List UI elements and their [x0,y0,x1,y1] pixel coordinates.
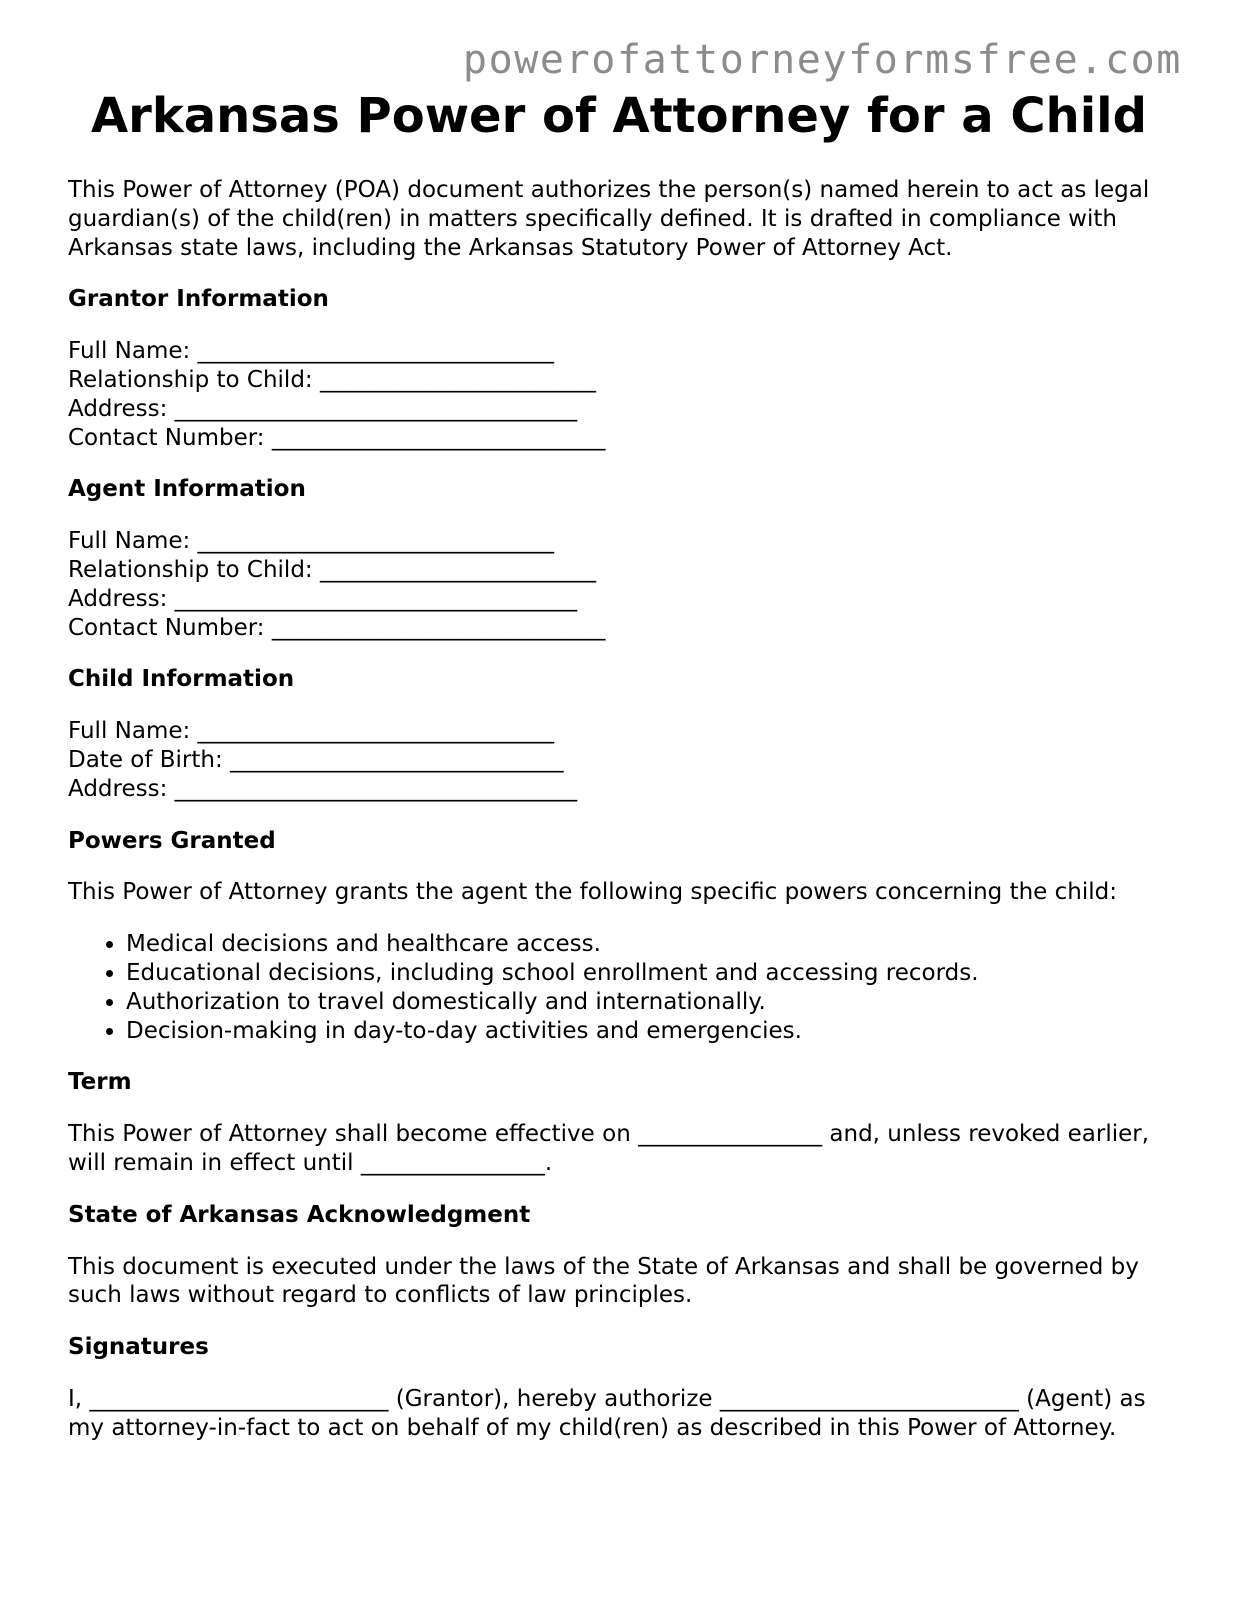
child-dob-field[interactable]: Date of Birth: _____________________________ [68,746,564,773]
watermark: powerofattorneyformsfree.com [462,37,1182,83]
signatures-paragraph: I, __________________________ (Grantor), hereby authorize __________________________ (Agent) as my attorney-in-fact to act on behalf of my child(ren) as described in this Power of Attorney. [68,1385,1146,1441]
grantor-contact-field[interactable]: Contact Number: _____________________________ [68,424,606,451]
grantor-fields [68,337,1178,452]
agent-full-name-field[interactable]: Full Name: _______________________________ [68,528,555,555]
powers-intro: This Power of Attorney grants the agent the following specific powers concerning the child: [68,879,1117,906]
grantor-full-name-field[interactable]: Full Name: _______________________________ [68,338,555,365]
list-item: • Decision-making in day-to-day activities and emergencies. [126,1017,1178,1046]
grantor-address-field[interactable]: Address: ___________________________________ [68,395,578,422]
child-fields [68,717,1178,803]
acknowledgment-heading: State of Arkansas Acknowledgment [68,1201,531,1228]
term-paragraph: This Power of Attorney shall become effective on ________________ and, unless revoked earlier, will remain in effect until ________________. [68,1121,1150,1176]
powers-heading: Powers Granted [68,827,276,854]
agent-heading: Agent Information [68,476,306,503]
grantor-heading: Grantor Information [68,286,329,313]
document-body [68,176,1178,1466]
signatures-heading: Signatures [68,1334,209,1361]
grantor-relationship-field[interactable]: Relationship to Child: ________________________ [68,366,596,393]
child-address-field[interactable]: Address: ___________________________________ [68,775,578,802]
powers-list [68,930,1178,1045]
list-item: • Educational decisions, including school enrollment and accessing records. [126,959,1178,988]
list-item: • Medical decisions and healthcare access. [126,930,1178,959]
agent-contact-field[interactable]: Contact Number: _____________________________ [68,614,606,641]
list-item: • Authorization to travel domestically and internationally. [126,988,1178,1017]
intro-paragraph: This Power of Attorney (POA) document authorizes the person(s) named herein to act as legal guardian(s) of the child(ren) in matters specifically defined. It is drafted in compliance with Arkansas state laws, including the Arkansas Statutory Power of Attorney Act. [68,177,1150,261]
term-heading: Term [68,1069,132,1096]
child-full-name-field[interactable]: Full Name: _______________________________ [68,718,555,745]
child-heading: Child Information [68,666,295,693]
acknowledgment-paragraph: This document is executed under the laws of the State of Arkansas and shall be governed by such laws without regard to conflicts of law principles. [68,1253,1139,1309]
document-title: Arkansas Power of Attorney for a Child [91,88,1147,144]
agent-address-field[interactable]: Address: ___________________________________ [68,585,578,612]
agent-fields [68,527,1178,642]
agent-relationship-field[interactable]: Relationship to Child: ________________________ [68,556,596,583]
